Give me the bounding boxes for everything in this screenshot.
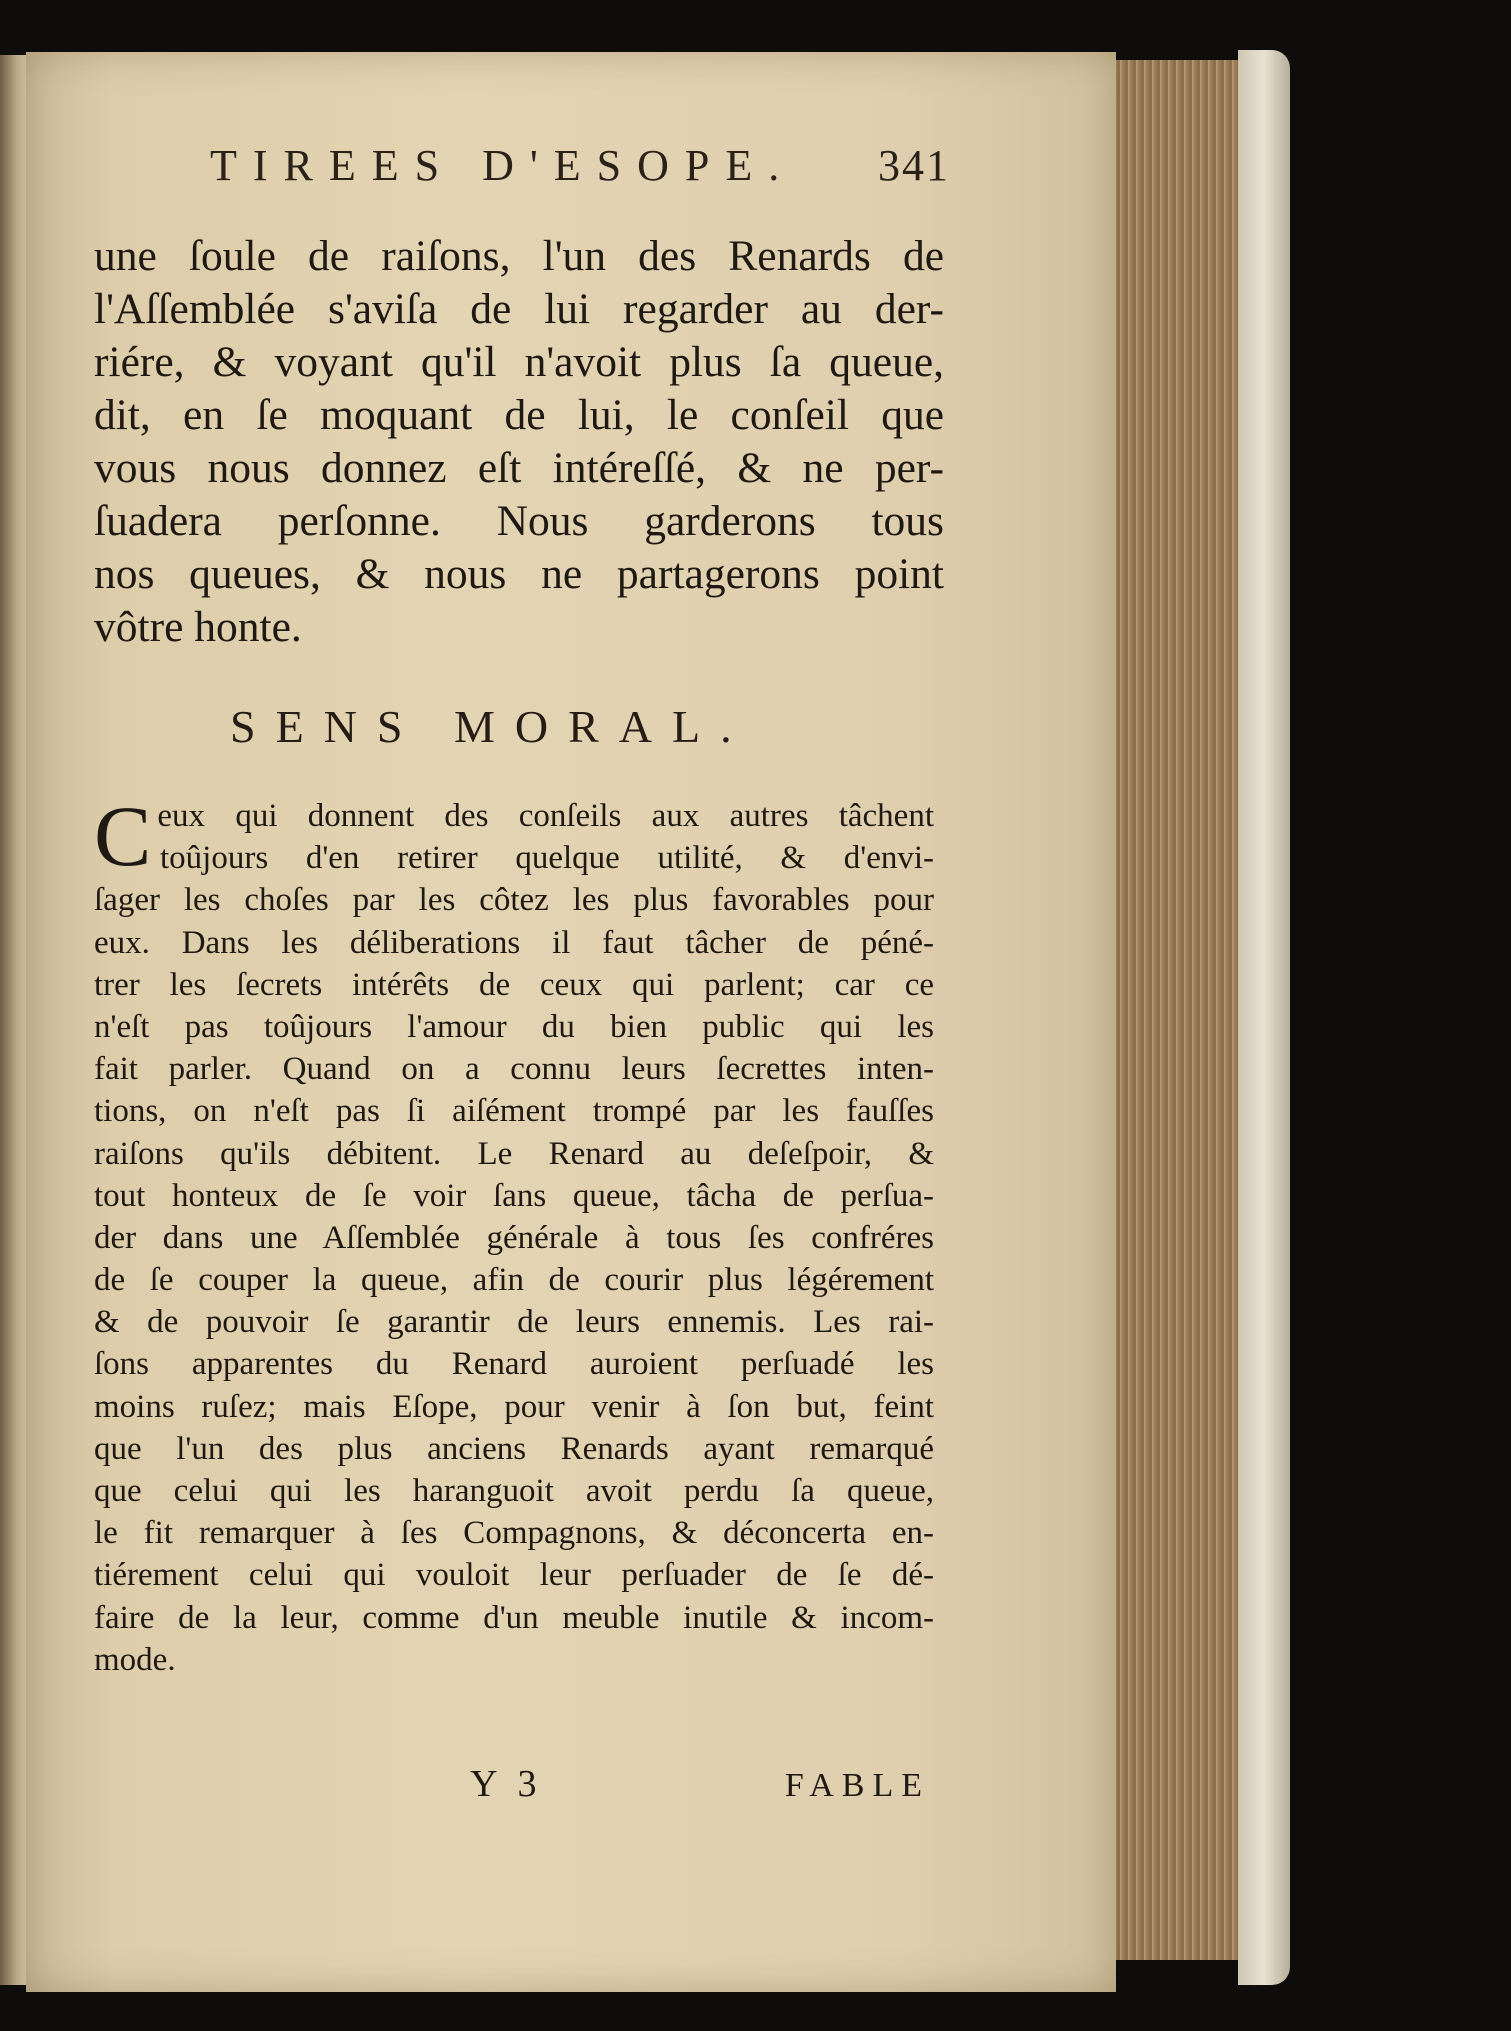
text-line: vôtre honte. <box>94 603 302 651</box>
text-line: n'eſt pas toûjours l'amour du bien public qui les <box>94 1008 934 1045</box>
text-line: moins ruſez; mais Eſope, pour venir à ſon but, feint <box>94 1388 934 1425</box>
catchword: FABLE <box>784 1767 930 1804</box>
text-line: dit, en ſe moquant de lui, le conſeil que <box>94 391 944 439</box>
text-line: faire de la leur, comme d'un meuble inutile & incom- <box>94 1599 934 1636</box>
text-line: vous nous donnez eſt intéreſſé, & ne per- <box>94 444 944 492</box>
text-line: der dans une Aſſemblée générale à tous ſes confréres <box>94 1219 934 1256</box>
text-line: trer les ſecrets intérêts de ceux qui parlent; car ce <box>94 966 934 1003</box>
page-footer <box>470 1762 930 1806</box>
text-line: l'Aſſemblée s'aviſa de lui regarder au der- <box>94 285 944 333</box>
text-line: le fit remarquer à ſes Compagnons, & déconcerta en- <box>94 1515 934 1552</box>
text-line: raiſons qu'ils débitent. Le Renard au deſeſpoir, & <box>94 1135 934 1172</box>
text-line: ſager les choſes par les côtez les plus favorables pour <box>94 882 934 919</box>
text-line: mode. <box>94 1641 176 1678</box>
text-line: fait parler. Quand on a connu leurs ſecrettes inten- <box>94 1051 934 1088</box>
text-line: toûjours d'en retirer quelque utilité, & d'envi- <box>160 840 934 877</box>
section-heading: SENS MORAL. <box>230 701 752 752</box>
text-line: que l'un des plus anciens Renards ayant remarqué <box>94 1430 934 1467</box>
text-line: eux qui donnent des conſeils aux autres tâchent <box>157 798 934 834</box>
page-header <box>210 140 950 200</box>
text-line: tiérement celui qui vouloit leur perſuader de ſe dé- <box>94 1557 934 1594</box>
text-line: ſons apparentes du Renard auroient perſuadé les <box>94 1346 934 1383</box>
text-line: tions, on n'eſt pas ſi aiſément trompé par les fauſſes <box>94 1093 934 1130</box>
facing-page-edge <box>0 55 28 1985</box>
text-line: tout honteux de ſe voir ſans queue, tâcha de perſua- <box>94 1177 934 1214</box>
book-cover-edge <box>1238 50 1290 1985</box>
text-line: de ſe couper la queue, afin de courir plus légérement <box>94 1262 934 1299</box>
running-head: TIREES D'ESOPE. <box>210 141 796 190</box>
text-line: riére, & voyant qu'il n'avoit plus ſa queue, <box>94 338 944 386</box>
fable-text-ending <box>94 230 944 654</box>
text-line: & de pouvoir ſe garantir de leurs ennemis. Les rai- <box>94 1304 934 1341</box>
moral-text <box>94 788 934 1681</box>
text-line: eux. Dans les déliberations il faut tâcher de péné- <box>94 924 934 961</box>
text-line: une ſoule de raiſons, l'un des Renards de <box>94 232 944 280</box>
drop-capital: C <box>94 788 152 884</box>
page-number: 341 <box>878 141 950 190</box>
text-line: ſuadera perſonne. Nous garderons tous <box>94 497 944 545</box>
text-line: nos queues, & nous ne partagerons point <box>94 550 944 598</box>
text-line: que celui qui les haranguoit avoit perdu ſa queue, <box>94 1473 934 1509</box>
signature-mark: Y 3 <box>470 1763 543 1805</box>
